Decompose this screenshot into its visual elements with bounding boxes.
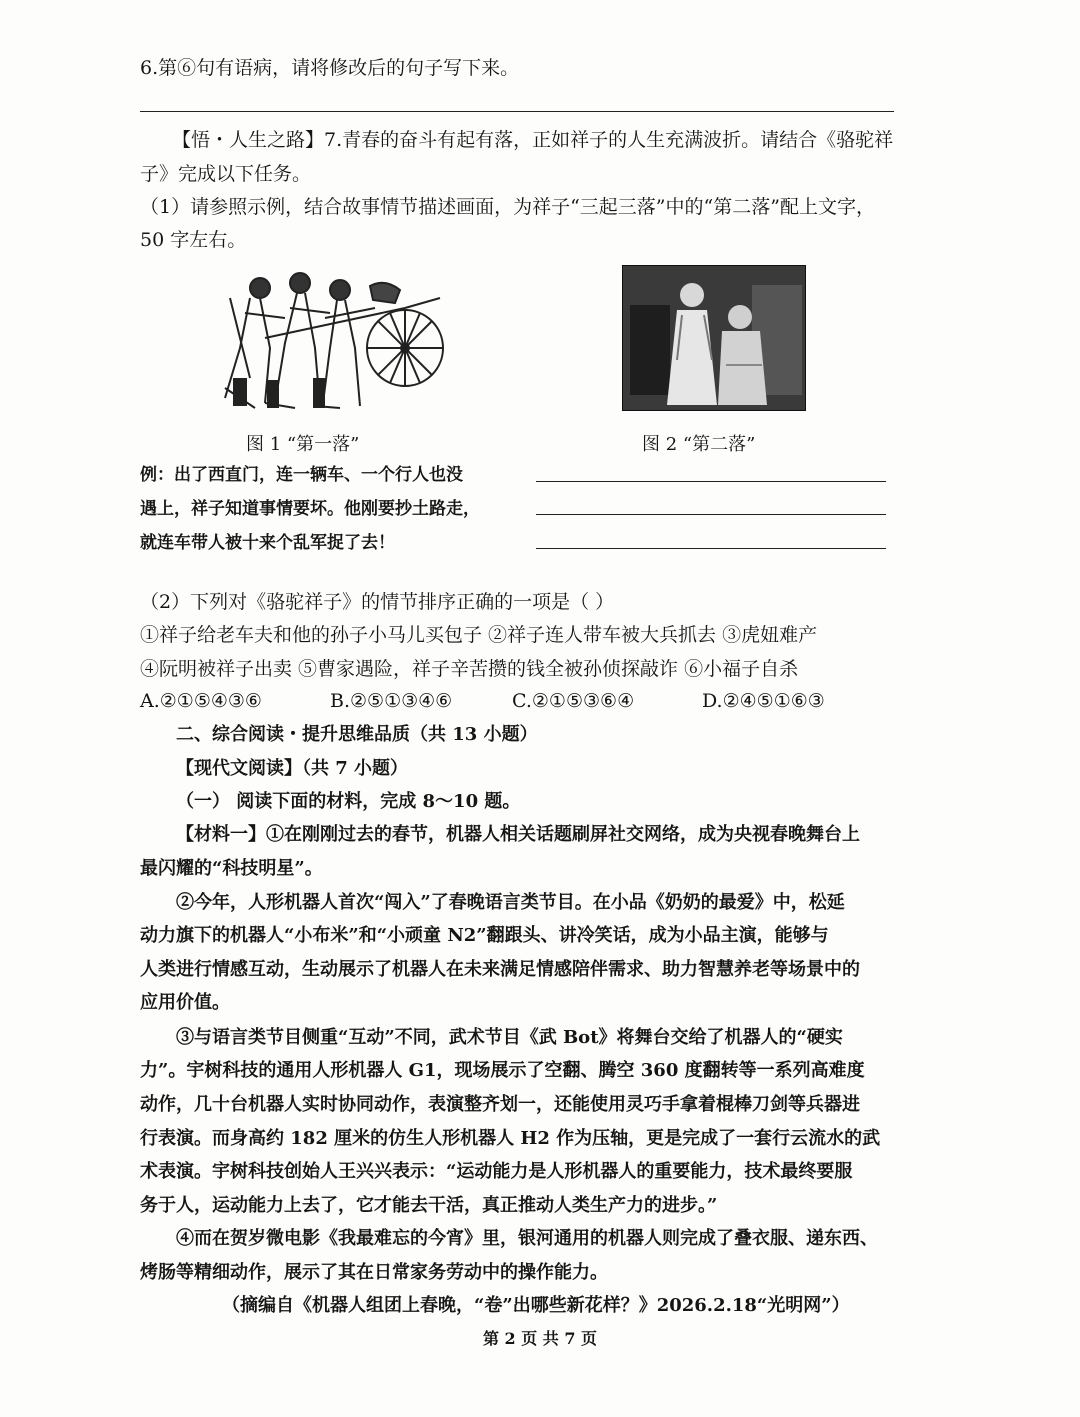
q7-heading-line2: 子》完成以下任务。 (140, 163, 312, 185)
material1-p2-line4: 应用价值。 (140, 992, 230, 1013)
figure-2-caption: 图 2 “第二落” (642, 434, 756, 455)
q7-sub1-line1: （1）请参照示例，结合故事情节描述画面，为祥子“三起三落”中的“第二落”配上文字， (140, 196, 875, 218)
option-a[interactable]: A.②①⑤④③⑥ (140, 690, 262, 712)
figure-1-caption: 图 1 “第一落” (246, 434, 360, 455)
fig2-answer-line1[interactable] (536, 481, 886, 482)
material1-p3-line5: 术表演。宇树科技创始人王兴兴表示：“运动能力是人形机器人的重要能力，技术最终要服 (140, 1161, 853, 1182)
q7-events-line2: ④阮明被祥子出卖 ⑤曹家遇险，祥子辛苦攒的钱全被孙侦探敲诈 ⑥小福子自杀 (140, 658, 799, 680)
material1-p4-line1: ④而在贺岁微电影《我最难忘的今宵》里，银河通用的机器人则完成了叠衣服、递东西、 (176, 1228, 878, 1249)
q7-sub1-line2: 50 字左右。 (140, 229, 247, 251)
fig2-answer-line2[interactable] (536, 514, 886, 515)
material1-p3-line2: 力”。宇树科技的通用人形机器人 G1，现场展示了空翻、腾空 360 度翻转等一系列高难度 (140, 1060, 865, 1081)
fig2-answer-line3[interactable] (536, 548, 886, 549)
section2-title: 二、综合阅读・提升思维品质（共 13 小题） (176, 724, 538, 745)
material1-p2-line2: 动力旗下的机器人“小布米”和“小顽童 N2”翻跟头、讲冷笑话，成为小品主演，能够与 (140, 925, 829, 946)
q7-events-line1: ①祥子给老车夫和他的孙子小马儿买包子 ②祥子连人带车被大兵抓去 ③虎妞难产 (140, 624, 818, 646)
material1-p1-line1: 【材料一】①在刚刚过去的春节，机器人相关话题刷屏社交网络，成为央视春晚舞台上 (176, 824, 860, 845)
option-b[interactable]: B.②⑤①③④⑥ (330, 690, 453, 712)
q6-answer-line[interactable] (140, 111, 894, 112)
example-line1: 例：出了西直门，连一辆车、一个行人也没 (140, 465, 463, 485)
option-d[interactable]: D.②④⑤①⑥③ (702, 690, 825, 712)
material1-p3-line1: ③与语言类节目侧重“互动”不同，武术节目《武 Bot》将舞台交给了机器人的“硬实 (176, 1027, 843, 1048)
q7-heading-line1: 【悟・人生之路】7.青春的奋斗有起有落，正如祥子的人生充满波折。请结合《骆驼祥 (172, 129, 894, 151)
example-line3: 就连车带人被十来个乱军捉了去！ (140, 533, 395, 553)
material1-p3-line4: 行表演。而身高约 182 厘米的仿生人形机器人 H2 作为压轴，更是完成了一套行云流水的武 (140, 1128, 881, 1149)
page-footer: 第 2 页 共 7 页 (482, 1329, 598, 1348)
example-line2: 遇上，祥子知道事情要坏。他刚要抄土路走， (140, 499, 480, 519)
material1-p2-line1: ②今年，人形机器人首次“闯入”了春晚语言类节目。在小品《奶奶的最爱》中，松延 (176, 892, 845, 913)
q7-sub2-prompt: （2）下列对《骆驼祥子》的情节排序正确的一项是（ ） (140, 591, 615, 613)
figure-2-illustration (622, 265, 806, 411)
material1-p1-line2: 最闪耀的“科技明星”。 (140, 858, 323, 879)
material1-p2-line3: 人类进行情感互动，生动展示了机器人在未来满足情感陪伴需求、助力智慧养老等场景中的 (140, 959, 860, 980)
modern-reading-heading: 【现代文阅读】（共 7 小题） (176, 758, 409, 779)
material1-source: （摘编自《机器人组团上春晚，“卷”出哪些新花样？》2026.2.18“光明网”） (222, 1295, 850, 1316)
figure-1-illustration (205, 268, 445, 418)
q6-prompt: 6.第⑥句有语病，请将修改后的句子写下来。 (140, 57, 520, 79)
material1-p3-line3: 动作，几十台机器人实时协同动作，表演整齐划一，还能使用灵巧手拿着棍棒刀剑等兵器进 (140, 1094, 860, 1115)
material1-p4-line2: 烤肠等精细动作，展示了其在日常家务劳动中的操作能力。 (140, 1262, 608, 1283)
material1-p3-line6: 务于人，运动能力上去了，它才能去干活，真正推动人类生产力的进步。” (140, 1195, 718, 1216)
option-c[interactable]: C.②①⑤③⑥④ (512, 690, 635, 712)
part1-instruction: （一） 阅读下面的材料，完成 8～10 题。 (176, 791, 521, 812)
